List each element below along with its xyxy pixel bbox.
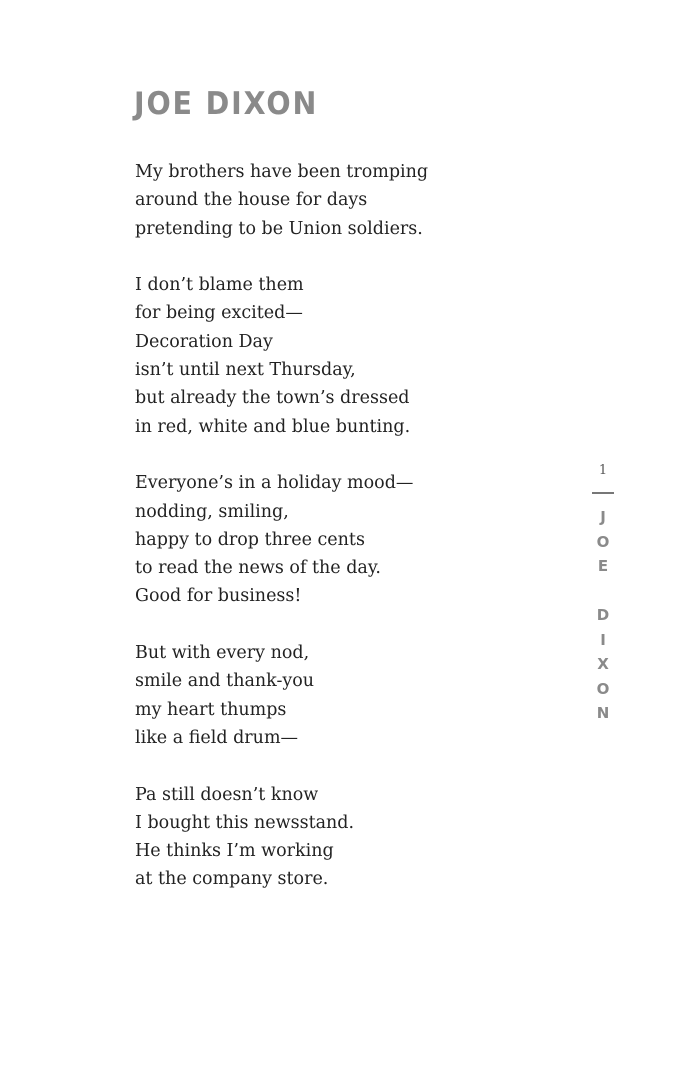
running-head-letter: N — [596, 704, 610, 722]
running-head-letter: X — [597, 655, 609, 673]
poem-line: in red, white and blue bunting. — [135, 416, 411, 437]
poem-line: to read the news of the day. — [135, 558, 381, 579]
stanza-2 — [135, 271, 555, 441]
page-number: 1 — [598, 463, 608, 478]
poem-body — [135, 158, 555, 922]
poem-line: Good for business! — [135, 586, 302, 607]
poem-line: around the house for days — [135, 190, 368, 211]
poem-line: smile and thank-you — [135, 671, 315, 692]
sidebar-divider — [592, 492, 614, 494]
poem-title: JOE DIXON — [134, 86, 319, 122]
running-head-gap — [588, 579, 618, 604]
stanza-1 — [135, 158, 555, 243]
poem-line: pretending to be Union soldiers. — [135, 218, 423, 239]
poem-line: like a field drum— — [135, 727, 299, 748]
poem-line: My brothers have been tromping — [135, 162, 429, 182]
stanza-4 — [135, 639, 555, 752]
running-head-letter: E — [597, 557, 609, 575]
stanza-3 — [135, 469, 555, 610]
poem-line: but already the town’s dressed — [135, 388, 410, 409]
running-head-letter: I — [600, 630, 606, 649]
running-head-letter: J — [600, 508, 606, 526]
poem-line: Decoration Day — [135, 331, 273, 352]
poem-line: I bought this newsstand. — [135, 812, 355, 833]
poem-line: nodding, smiling, — [135, 501, 289, 522]
poem-line: He thinks I’m working — [135, 841, 334, 862]
running-head-letter: O — [596, 532, 610, 551]
poem-line: But with every nod, — [135, 643, 310, 664]
poem-line: my heart thumps — [135, 699, 287, 720]
running-head-letter: D — [596, 606, 610, 624]
poem-line: Pa still doesn’t know — [135, 784, 319, 805]
poem-line: happy to drop three cents — [135, 529, 365, 550]
stanza-5 — [135, 781, 555, 894]
poem-line: for being excited— — [135, 303, 303, 324]
poem-line: at the company store. — [135, 869, 329, 890]
poem-line: I don’t blame them — [135, 275, 304, 296]
poem-line: isn’t until next Thursday, — [135, 360, 356, 381]
running-sidebar — [588, 461, 618, 726]
poem-line: Everyone’s in a holiday mood— — [135, 473, 414, 494]
running-head-letter: O — [596, 679, 610, 698]
